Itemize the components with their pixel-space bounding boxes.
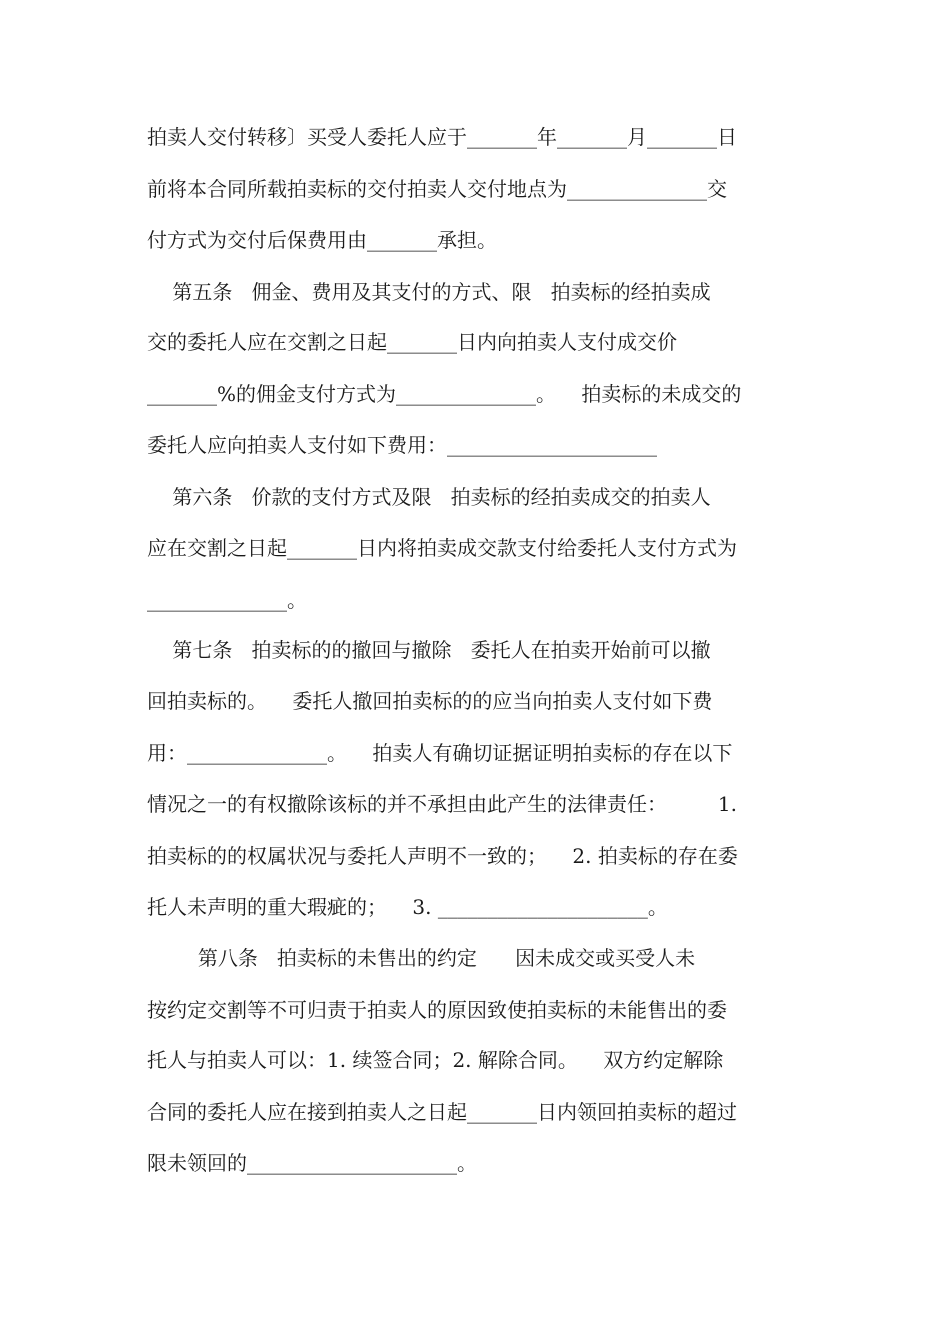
section-7-heading-line: 第七条 拍卖标的的撤回与撤除 委托人在拍卖开始前可以撤	[147, 638, 711, 662]
text-line: ______________。	[147, 588, 307, 612]
text-line: 拍卖标的的权属状况与委托人声明不一致的； 2. 拍卖标的存在委	[147, 844, 738, 868]
text-line: 限未领回的_____________________。	[147, 1151, 477, 1175]
text-line: 拍卖人交付转移〕买受人委托人应于_______年_______月_______日	[147, 125, 737, 149]
section-5-heading-line: 第五条 佣金、费用及其支付的方式、限 拍卖标的经拍卖成	[147, 280, 711, 304]
section-6-heading-line: 第六条 价款的支付方式及限 拍卖标的经拍卖成交的拍卖人	[147, 485, 711, 509]
text-line: 前将本合同所载拍卖标的交付拍卖人交付地点为______________交	[147, 177, 727, 201]
text-line: 委托人应向拍卖人支付如下费用：_____________________	[147, 433, 657, 457]
text-line: 用：______________。 拍卖人有确切证据证明拍卖标的存在以下	[147, 741, 733, 765]
text-line: 交的委托人应在交割之日起_______日内向拍卖人支付成交价	[147, 330, 677, 354]
text-line: 应在交割之日起_______日内将拍卖成交款支付给委托人支付方式为	[147, 536, 737, 560]
text-line: 付方式为交付后保费用由_______承担。	[147, 228, 497, 252]
text-line: _______%的佣金支付方式为______________。 拍卖标的未成交的	[147, 382, 742, 406]
text-line: 托人未声明的重大瑕疵的； 3. _____________________。	[147, 895, 668, 919]
text-line: 情况之一的有权撤除该标的并不承担由此产生的法律责任： 1.	[147, 792, 737, 816]
text-line: 合同的委托人应在接到拍卖人之日起_______日内领回拍卖标的超过	[147, 1100, 737, 1124]
text-line: 托人与拍卖人可以：1. 续签合同；2. 解除合同。 双方约定解除	[147, 1048, 724, 1072]
section-8-heading-line: 第八条 拍卖标的未售出的约定 因未成交或买受人未	[147, 946, 696, 970]
text-line: 回拍卖标的。 委托人撤回拍卖标的的应当向拍卖人支付如下费	[147, 689, 713, 713]
text-line: 按约定交割等不可归责于拍卖人的原因致使拍卖标的未能售出的委	[147, 998, 727, 1022]
